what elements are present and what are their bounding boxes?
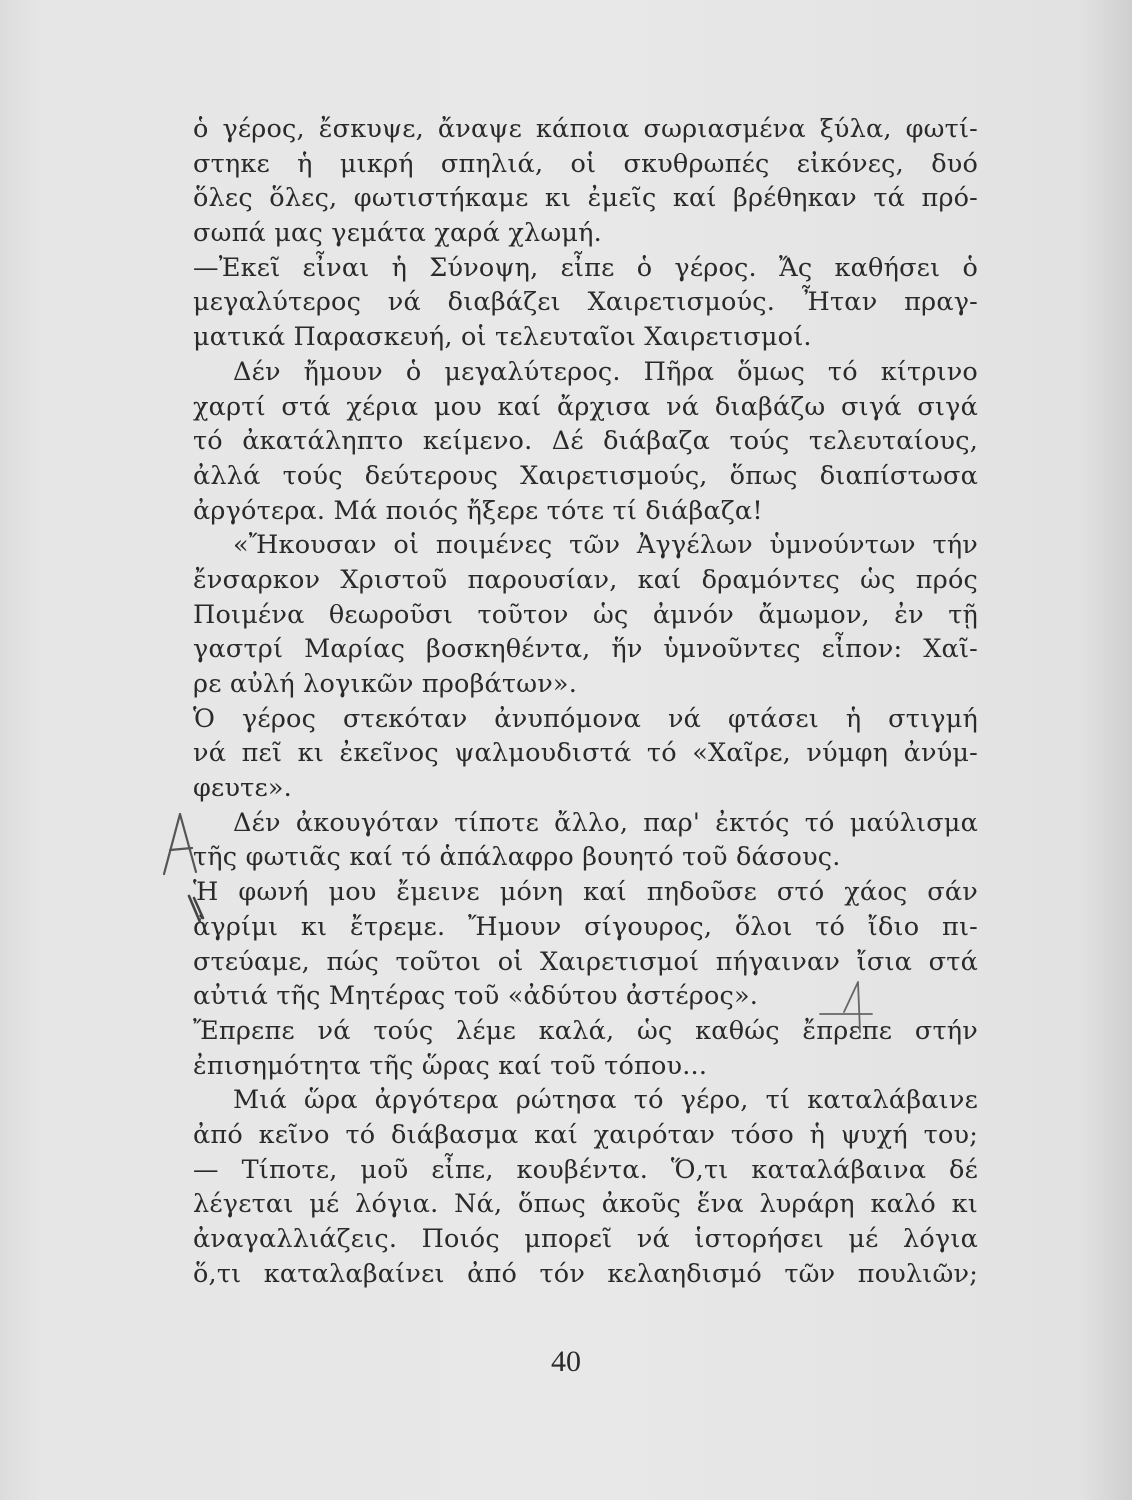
text-line: ὅλες ὅλες, φωτιστήκαμε κι ἐμεῖς καί βρέθηκαν τά πρό- <box>193 183 978 214</box>
text-line: ρε αὐλή λογικῶν προβάτων». <box>193 669 578 699</box>
text-line: αὐτιά τῆς Μητέρας τοῦ «ἀδύτου ἀστέρος». <box>193 981 759 1012</box>
text-line: Δέν ἀκουγόταν τίποτε ἄλλο, παρ' ἐκτός τό μαύλισμα <box>233 807 978 838</box>
text-line: τῆς φωτιᾶς καί τό ἁπάλαφρο βουητό τοῦ δάσους. <box>193 842 841 873</box>
text-line: ὁ γέρος, ἔσκυψε, ἄναψε κάποια σωριασμένα ξύλα, φωτί- <box>193 114 978 144</box>
text-line: στηκε ἡ μικρή σπηλιά, οἱ σκυθρωπές εἰκόνες, δυό <box>193 148 978 179</box>
text-line: «Ἤκουσαν οἱ ποιμένες τῶν Ἀγγέλων ὑμνούντων τήν <box>233 530 978 561</box>
pencil-letter-a-mark-right <box>818 978 874 1036</box>
body-text <box>193 112 978 1291</box>
pencil-letter-a-mark <box>158 808 204 878</box>
text-line: ἀπό κεῖνο τό διάβασμα καί χαιρόταν τόσο ἡ ψυχή του; <box>193 1119 978 1150</box>
text-line: ἀλλά τούς δεύτερους Χαιρετισμούς, ὅπως διαπίστωσα <box>193 460 978 491</box>
text-line: ὅ,τι καταλαβαίνει ἀπό τόν κελαηδισμό τῶν πουλιῶν; <box>193 1258 978 1289</box>
text-line: ἀργότερα. Μά ποιός ἤξερε τότε τί διάβαζα! <box>193 495 763 526</box>
text-line: ἀγρίμι κι ἔτρεμε. Ἤμουν σίγουρος, ὅλοι τό ἴδιο πι- <box>193 911 978 942</box>
text-line: Μιά ὥρα ἀργότερα ρώτησα τό γέρο, τί καταλάβαινε <box>233 1085 978 1116</box>
text-line: σωπά μας γεμάτα χαρά χλωμή. <box>193 218 602 249</box>
text-line: Ὁ γέρος στεκόταν ἀνυπόμονα νά φτάσει ἡ στιγμή <box>193 703 978 734</box>
pencil-tick-mark <box>186 892 212 930</box>
text-line: στεύαμε, πώς τοῦτοι οἱ Χαιρετισμοί πήγαιναν ἴσια στά <box>193 946 978 977</box>
text-line: ἐπισημότητα τῆς ὥρας καί τοῦ τόπου... <box>193 1050 708 1081</box>
text-line: Ποιμένα θεωροῦσι τοῦτον ὡς ἀμνόν ἄμωμον, ἐν τῇ <box>193 599 978 630</box>
text-line: Ἡ φωνή μου ἔμεινε μόνη καί πηδοῦσε στό χάος σάν <box>193 877 978 908</box>
text-line: ἀναγαλλιάζεις. Ποιός μπορεῖ νά ἱστορήσει μέ λόγια <box>193 1224 978 1254</box>
text-line: —Ἐκεῖ εἶναι ἡ Σύνοψη, εἶπε ὁ γέρος. Ἄς καθήσει ὁ <box>193 252 978 283</box>
text-line: φευτε». <box>193 773 292 804</box>
text-line: ματικά Παρασκευή, οἱ τελευταῖοι Χαιρετισμοί. <box>193 322 812 353</box>
text-line: χαρτί στά χέρια μου καί ἄρχισα νά διαβάζω σιγά σιγά <box>193 391 978 422</box>
text-line: ἔνσαρκον Χριστοῦ παρουσίαν, καί δραμόντες ὡς πρός <box>193 564 978 595</box>
text-line: — Τίποτε, μοῦ εἶπε, κουβέντα. Ὅ,τι καταλάβαινα δέ <box>193 1154 978 1185</box>
text-line: μεγαλύτερος νά διαβάζει Χαιρετισμούς. Ἦταν πραγ- <box>193 287 978 318</box>
text-line: γαστρί Μαρίας βοσκηθέντα, ἥν ὑμνοῦντες εἶπον: Χαῖ- <box>193 634 978 665</box>
text-line: νά πεῖ κι ἐκεῖνος ψαλμουδιστά τό «Χαῖρε, νύμφη ἀνύμ- <box>193 738 978 769</box>
text-line: τό ἀκατάληπτο κείμενο. Δέ διάβαζα τούς τελευταίους, <box>193 426 978 457</box>
text-line: λέγεται μέ λόγια. Νά, ὅπως ἀκοῦς ἕνα λυράρη καλό κι <box>193 1189 978 1220</box>
text-line: Ἔπρεπε νά τούς λέμε καλά, ὡς καθώς ἔπρεπε στήν <box>193 1015 978 1046</box>
text-line: Δέν ἤμουν ὁ μεγαλύτερος. Πῆρα ὅμως τό κίτρινο <box>233 356 978 387</box>
page-number: 40 <box>551 1345 581 1378</box>
